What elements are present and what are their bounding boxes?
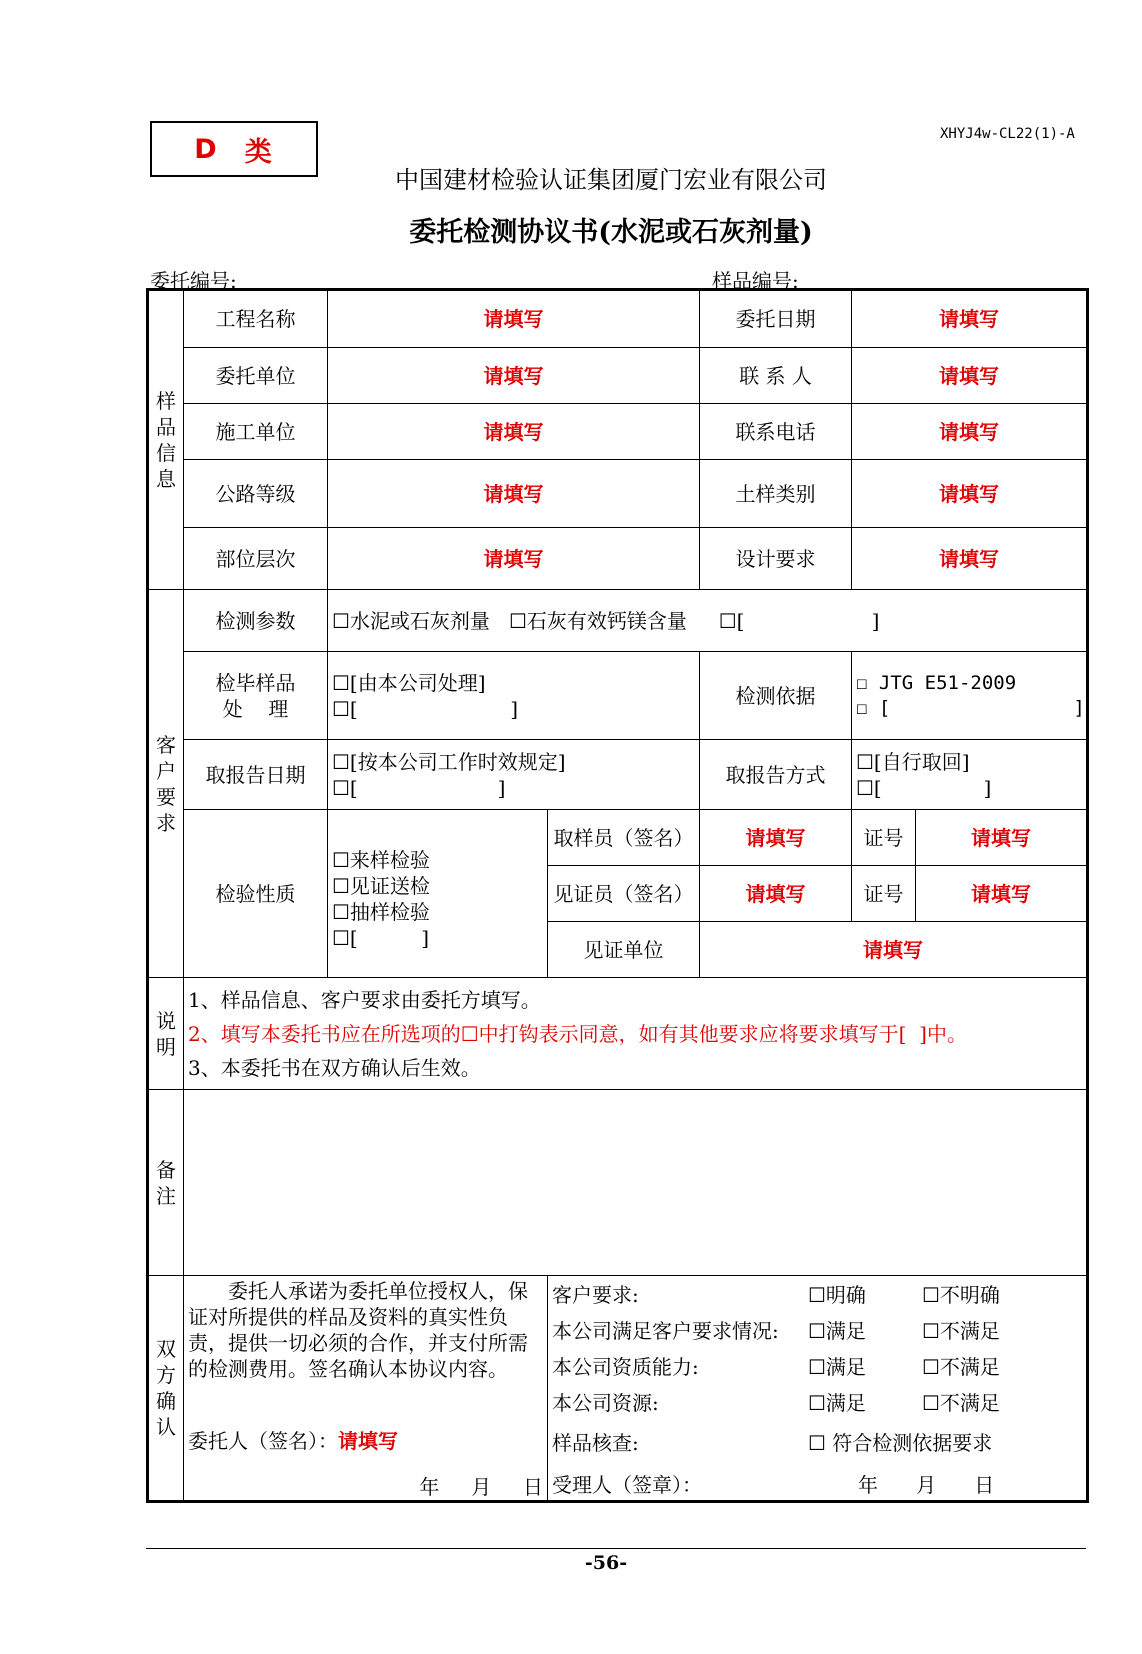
witness-cert-field[interactable]: 请填写 xyxy=(916,866,1088,922)
project-name-label: 工程名称 xyxy=(184,290,328,348)
phone-label: 联系电话 xyxy=(700,404,852,460)
note-line-3: 3、本委托书在双方确认后生效。 xyxy=(188,1055,481,1080)
construction-unit-label: 施工单位 xyxy=(184,404,328,460)
row-confirm xyxy=(148,1276,1088,1502)
client-unit-label: 委托单位 xyxy=(184,348,328,404)
row-sampler xyxy=(148,810,1088,866)
sampler-field[interactable]: 请填写 xyxy=(700,810,852,866)
unclear-option[interactable]: ☐不明确 xyxy=(922,1283,1000,1307)
nature-options[interactable] xyxy=(328,810,548,978)
row-remarks xyxy=(148,1090,1088,1276)
client-sign-field[interactable]: 请填写 xyxy=(338,1429,398,1453)
row-position xyxy=(148,528,1088,590)
position-layer-label: 部位层次 xyxy=(184,528,328,590)
sampler-cert-field[interactable]: 请填写 xyxy=(916,810,1088,866)
report-date-label: 取报告日期 xyxy=(184,740,328,810)
sample-handling-option-1[interactable]: ☐[由本公司处理] xyxy=(332,670,486,695)
nature-option-2[interactable]: ☐见证送检 xyxy=(332,873,430,898)
row-notes xyxy=(148,978,1088,1090)
soil-type-label: 土样类别 xyxy=(700,460,852,528)
client-sign-row xyxy=(188,1428,398,1454)
section-customer-req: 客 户 要 求 xyxy=(148,590,184,978)
section-confirm: 双 方 确 认 xyxy=(148,1276,184,1502)
section-notes: 说 明 xyxy=(148,978,184,1090)
contact-label: 联 系 人 xyxy=(700,348,852,404)
row-report-date xyxy=(148,740,1088,810)
resource-label: 本公司资源: xyxy=(552,1391,659,1415)
row-project xyxy=(148,290,1088,348)
report-method-options[interactable] xyxy=(852,740,1088,810)
nature-label: 检验性质 xyxy=(184,810,328,978)
phone-field[interactable]: 请填写 xyxy=(852,404,1088,460)
design-req-label: 设计要求 xyxy=(700,528,852,590)
report-date-option-2[interactable]: ☐[ ] xyxy=(332,775,506,800)
basis-label: 检测依据 xyxy=(700,652,852,740)
report-method-option-2[interactable]: ☐[ ] xyxy=(856,775,992,800)
contact-field[interactable]: 请填写 xyxy=(852,348,1088,404)
row-road-grade xyxy=(148,460,1088,528)
sampler-label: 取样员（签名） xyxy=(548,810,700,866)
form-title: 委托检测协议书(水泥或石灰剂量) xyxy=(409,217,813,248)
company-name: 中国建材检验认证集团厦门宏业有限公司 xyxy=(395,166,827,194)
qualification-label: 本公司资质能力: xyxy=(552,1355,699,1379)
resource-not-satisfy-option[interactable]: ☐不满足 xyxy=(922,1391,1000,1415)
soil-type-field[interactable]: 请填写 xyxy=(852,460,1088,528)
note-line-2: 2、填写本委托书应在所选项的☐中打钩表示同意，如有其他要求应将要求填写于[ ]中。 xyxy=(188,1021,967,1046)
form-code: XHYJ4w-CL22(1)-A xyxy=(940,126,1075,142)
page-number: -56- xyxy=(584,1552,628,1574)
witness-field[interactable]: 请填写 xyxy=(700,866,852,922)
basis-option-2[interactable]: ☐ [ ] xyxy=(856,696,1085,719)
customer-req-label: 客户要求: xyxy=(552,1283,639,1307)
meet-not-satisfy-option[interactable]: ☐不满足 xyxy=(922,1319,1000,1343)
row-sample-handling xyxy=(148,652,1088,740)
client-sign-label: 委托人（签名）： xyxy=(188,1429,338,1453)
note-line-1: 1、样品信息、客户要求由委托方填写。 xyxy=(188,987,541,1012)
sample-handling-options[interactable] xyxy=(328,652,700,740)
sample-handling-option-2[interactable]: ☐[ ] xyxy=(332,696,519,721)
commission-form-table xyxy=(146,288,1089,1503)
report-method-label: 取报告方式 xyxy=(700,740,852,810)
client-pledge-cell xyxy=(184,1276,548,1502)
commission-date-field[interactable]: 请填写 xyxy=(852,290,1088,348)
qualification-not-satisfy-option[interactable]: ☐不满足 xyxy=(922,1355,1000,1379)
sample-check-label: 样品核查: xyxy=(552,1431,639,1455)
test-params-options[interactable]: ☐水泥或石灰剂量 ☐石灰有效钙镁含量 ☐[ ] xyxy=(328,590,1088,652)
section-sample-info: 样 品 信 息 xyxy=(148,290,184,590)
receiver-label: 受理人（签章）： xyxy=(552,1473,702,1497)
sample-handling-label: 检毕样品 处 理 xyxy=(184,652,328,740)
meet-satisfy-option[interactable]: ☐满足 xyxy=(808,1319,866,1343)
basis-option-1[interactable]: ☐ JTG E51-2009 xyxy=(856,671,1017,694)
receiver-date[interactable]: 年 月 日 xyxy=(858,1473,995,1497)
test-params-label: 检测参数 xyxy=(184,590,328,652)
pledge-text: 委托人承诺为委托单位授权人，保证对所提供的样品及资料的真实性负责，提供一切必须的合作，并支付所需的检测费用。签名确认本协议内容。 xyxy=(188,1279,528,1381)
report-method-option-1[interactable]: ☐[自行取回] xyxy=(856,749,970,774)
nature-option-3[interactable]: ☐抽样检验 xyxy=(332,899,430,924)
company-confirm-cell xyxy=(548,1276,1088,1502)
commission-no-label: 委托编号: xyxy=(150,269,237,293)
client-unit-field[interactable]: 请填写 xyxy=(328,348,700,404)
row-test-params xyxy=(148,590,1088,652)
sampler-cert-label: 证号 xyxy=(852,810,916,866)
position-layer-field[interactable]: 请填写 xyxy=(328,528,700,590)
nature-option-4[interactable]: ☐[ ] xyxy=(332,925,430,950)
sample-check-option[interactable]: ☐ 符合检测依据要求 xyxy=(808,1431,993,1455)
design-req-field[interactable]: 请填写 xyxy=(852,528,1088,590)
qualification-satisfy-option[interactable]: ☐满足 xyxy=(808,1355,866,1379)
notes-content xyxy=(184,978,1088,1090)
basis-options[interactable] xyxy=(852,652,1088,740)
report-date-options[interactable] xyxy=(328,740,700,810)
row-client xyxy=(148,348,1088,404)
nature-option-1[interactable]: ☐来样检验 xyxy=(332,847,430,872)
witness-unit-label: 见证单位 xyxy=(548,922,700,978)
category-letter: D xyxy=(194,133,219,165)
road-grade-field[interactable]: 请填写 xyxy=(328,460,700,528)
resource-satisfy-option[interactable]: ☐满足 xyxy=(808,1391,866,1415)
remarks-field[interactable] xyxy=(184,1090,1088,1276)
meet-label: 本公司满足客户要求情况: xyxy=(552,1319,779,1343)
witness-label: 见证员（签名） xyxy=(548,866,700,922)
sample-no-label: 样品编号: xyxy=(712,269,799,293)
category-suffix: 类 xyxy=(244,136,274,168)
project-name-field[interactable]: 请填写 xyxy=(328,290,700,348)
clear-option[interactable]: ☐明确 xyxy=(808,1283,866,1307)
witness-cert-label: 证号 xyxy=(852,866,916,922)
commission-date-label: 委托日期 xyxy=(700,290,852,348)
report-date-option-1[interactable]: ☐[按本公司工作时效规定] xyxy=(332,749,566,774)
construction-unit-field[interactable]: 请填写 xyxy=(328,404,700,460)
row-construction xyxy=(148,404,1088,460)
section-remarks: 备 注 xyxy=(148,1090,184,1276)
witness-unit-field[interactable]: 请填写 xyxy=(700,922,1088,978)
client-date[interactable]: 年 月 日 xyxy=(419,1475,543,1499)
road-grade-label: 公路等级 xyxy=(184,460,328,528)
bottom-rule xyxy=(146,1548,1086,1549)
